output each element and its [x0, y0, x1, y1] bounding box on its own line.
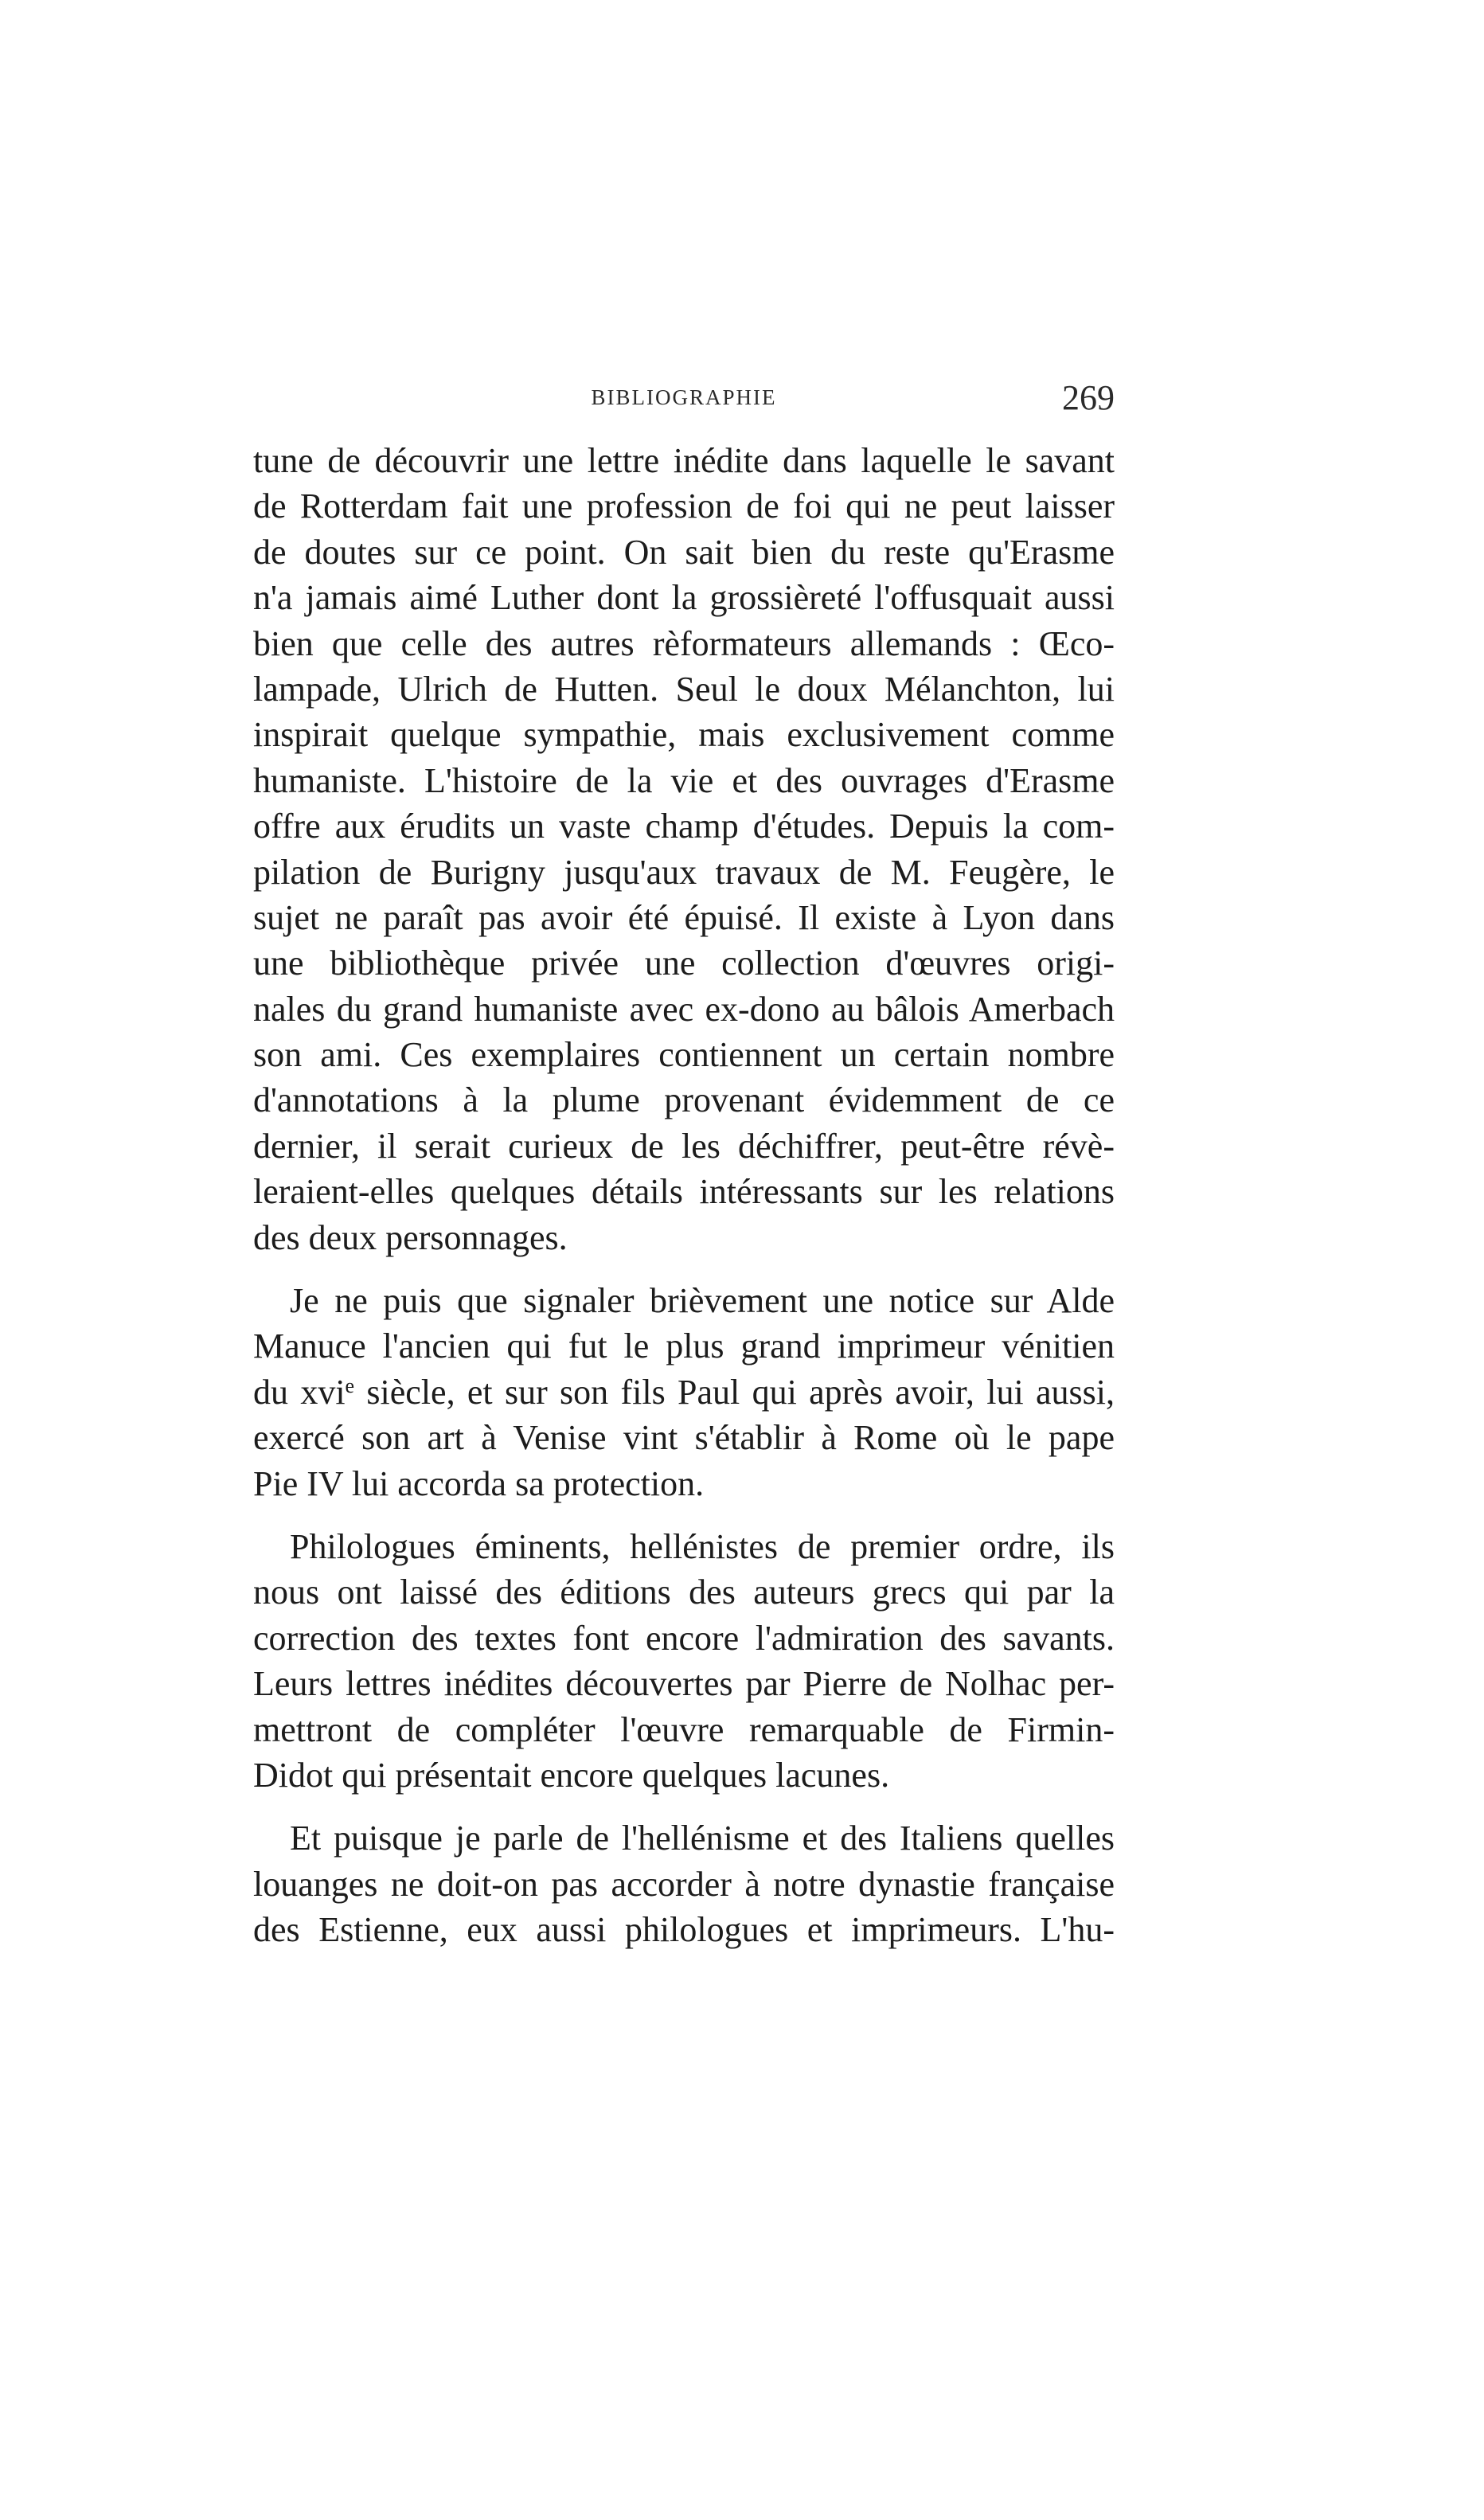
text-line: Philologues éminents, hellénistes de premier ordre, ils	[290, 1526, 1115, 1566]
text-line: mettront de compléter l'œuvre remarquable de Firmin-	[253, 1709, 1115, 1749]
text-line: Didot qui présentait encore quelques lacunes.	[253, 1755, 890, 1795]
paragraph-3	[253, 1524, 1115, 1798]
superscript: e	[345, 1373, 355, 1397]
text-line: sujet ne paraît pas avoir été épuisé. Il existe à Lyon dans	[253, 897, 1115, 937]
paragraph-4	[253, 1815, 1115, 1952]
running-title: BIBLIOGRAPHIE	[591, 385, 777, 409]
text-line: pilation de Burigny jusqu'aux travaux de M. Feugère, le	[253, 852, 1115, 892]
text-line: des deux personnages.	[253, 1217, 568, 1257]
paragraph-gap	[253, 1798, 1115, 1815]
text-line: n'a jamais aimé Luther dont la grossièreté l'offusquait aussi	[253, 578, 1115, 618]
text-line: offre aux érudits un vaste champ d'études. Depuis la com-	[253, 807, 1115, 846]
paragraph-gap	[253, 1260, 1115, 1278]
text-line: nous ont laissé des éditions des auteurs grecs qui par la	[253, 1573, 1115, 1612]
body-text	[253, 438, 1115, 1953]
text-line: son ami. Ces exemplaires contiennent un certain nombre	[253, 1035, 1115, 1075]
text-line: bien que celle des autres rèformateurs allemands : Œco-	[253, 623, 1115, 663]
text-line: louanges ne doit-on pas accorder à notre dynastie française	[253, 1864, 1115, 1904]
text-segment: du xvi	[253, 1372, 346, 1412]
text-line: lampade, Ulrich de Hutten. Seul le doux Mélanchton, lui	[253, 669, 1115, 709]
text-line-with-superscript	[253, 1369, 1115, 1415]
text-line: Et puisque je parle de l'hellénisme et des Italiens quelles	[290, 1819, 1115, 1858]
text-line: une bibliothèque privée une collection d'œuvres origi-	[253, 944, 1115, 983]
text-line: correction des textes font encore l'admiration des savants.	[253, 1618, 1115, 1658]
text-line: des Estienne, eux aussi philologues et imprimeurs. L'hu-	[253, 1910, 1115, 1950]
text-line: exercé son art à Venise vint s'établir à Rome où le pape	[253, 1418, 1115, 1458]
text-line: Manuce l'ancien qui fut le plus grand imprimeur vénitien	[253, 1326, 1115, 1366]
text-line: leraient-elles quelques détails intéressants sur les relations	[253, 1172, 1115, 1212]
text-segment: siècle, et sur son fils Paul qui après avoir, lui aussi,	[354, 1372, 1115, 1412]
text-line: Leurs lettres inédites découvertes par Pierre de Nolhac per-	[253, 1664, 1115, 1704]
text-line: nales du grand humaniste avec ex-dono au bâlois Amerbach	[253, 989, 1115, 1029]
paragraph-gap	[253, 1506, 1115, 1524]
page-number: 269	[1062, 378, 1115, 417]
text-line: dernier, il serait curieux de les déchiffrer, peut-être révè-	[253, 1126, 1115, 1166]
text-line: inspirait quelque sympathie, mais exclusivement comme	[253, 715, 1115, 755]
paragraph-2	[253, 1278, 1115, 1506]
text-line: Pie IV lui accorda sa protection.	[253, 1463, 705, 1503]
running-head	[253, 378, 1115, 428]
text-line: tune de découvrir une lettre inédite dans laquelle le savant	[253, 441, 1115, 480]
paragraph-1	[253, 438, 1115, 1260]
text-line: de Rotterdam fait une profession de foi qui ne peut laisser	[253, 486, 1115, 526]
text-line: de doutes sur ce point. On sait bien du reste qu'Erasme	[253, 532, 1115, 572]
text-line: d'annotations à la plume provenant évidemment de ce	[253, 1080, 1115, 1120]
text-line: Je ne puis que signaler brièvement une notice sur Alde	[290, 1281, 1115, 1321]
text-line: humaniste. L'histoire de la vie et des ouvrages d'Erasme	[253, 760, 1115, 800]
